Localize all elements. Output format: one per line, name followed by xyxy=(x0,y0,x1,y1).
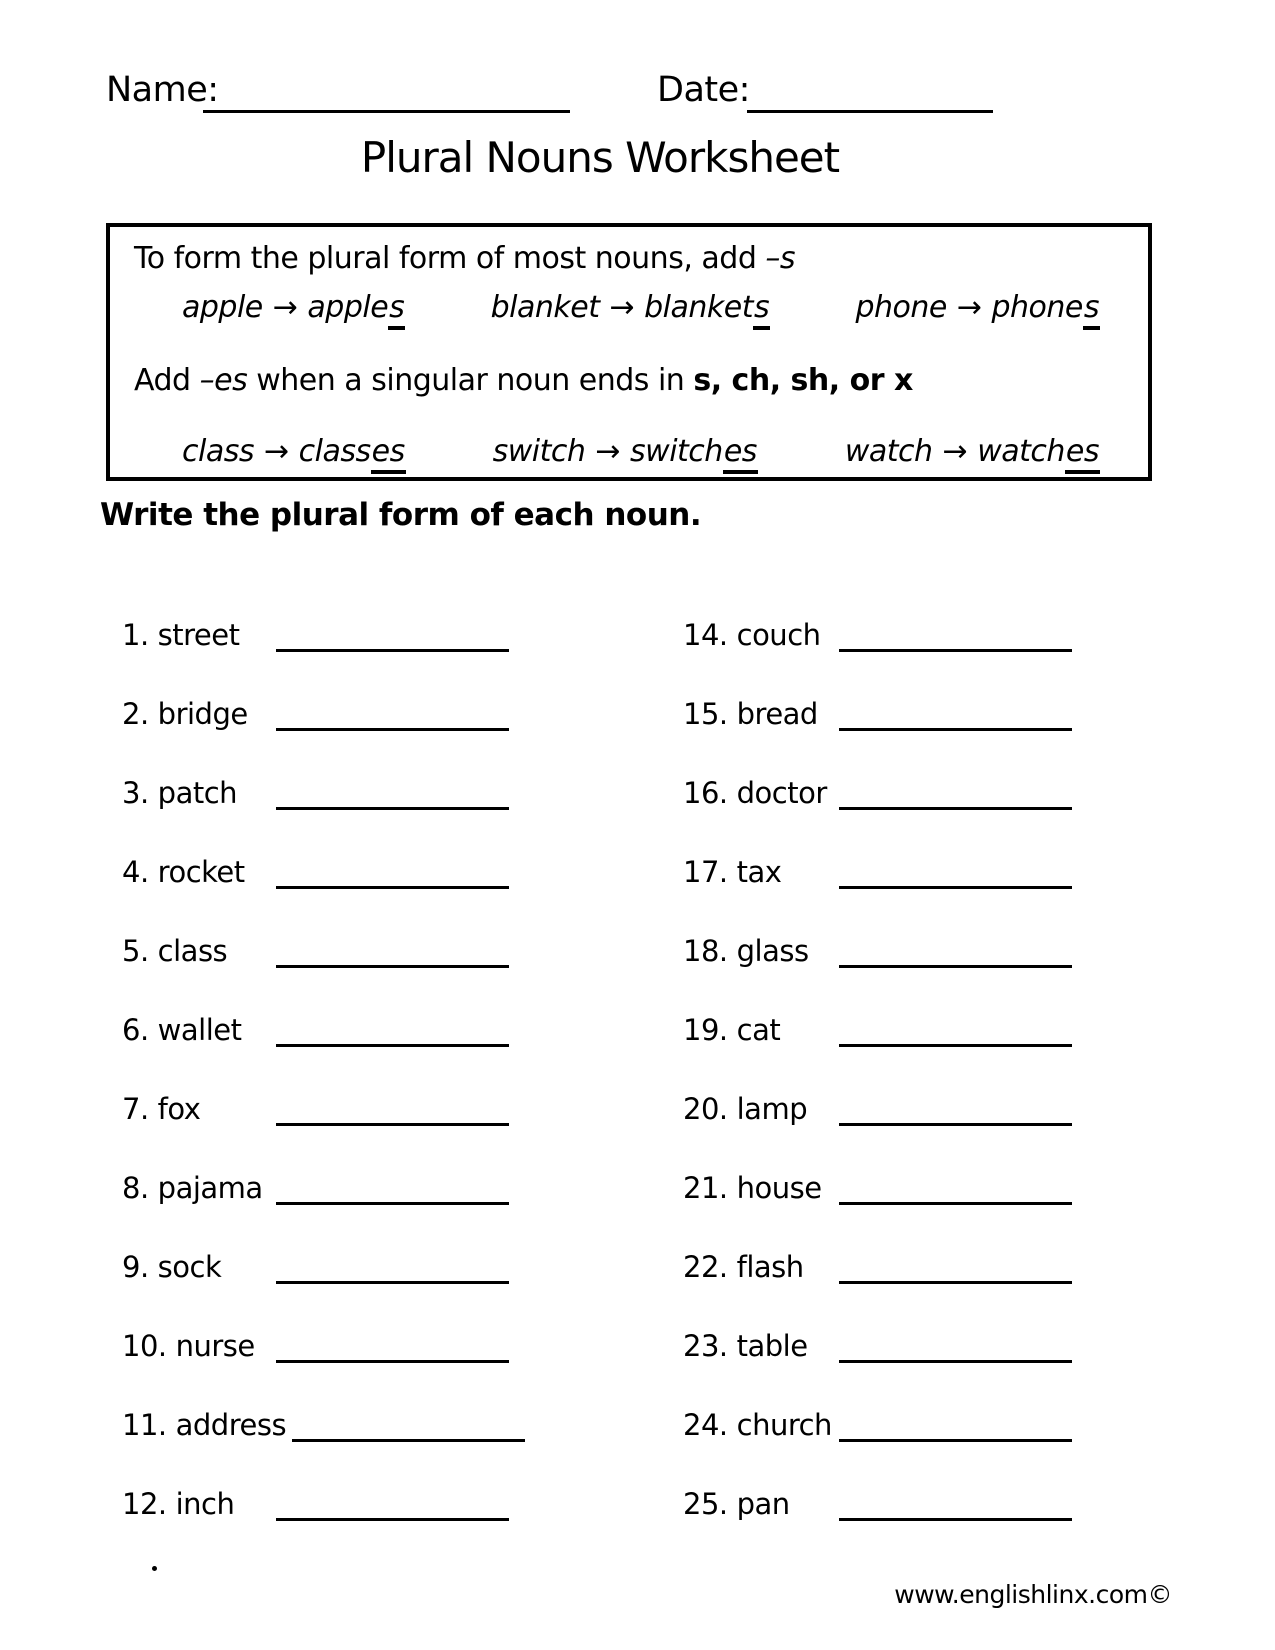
worksheet-item xyxy=(683,573,1153,652)
items-column-right xyxy=(683,573,1153,1521)
item-word: lamp xyxy=(736,1092,808,1126)
answer-blank[interactable] xyxy=(276,692,509,731)
answer-blank[interactable] xyxy=(839,692,1072,731)
example-plural-suffix: s xyxy=(1083,290,1100,330)
worksheet-item xyxy=(122,1442,592,1521)
item-word: class xyxy=(157,934,228,968)
name-entry-line[interactable] xyxy=(203,76,570,113)
worksheet-item xyxy=(122,968,592,1047)
example-plural-base: class xyxy=(298,434,371,469)
item-word: doctor xyxy=(736,776,827,810)
items-column-left xyxy=(122,573,592,1521)
example-plural-base: blanket xyxy=(644,290,753,325)
date-label: Date: xyxy=(657,70,750,110)
example-pair xyxy=(493,434,758,469)
item-word: table xyxy=(736,1329,808,1363)
item-number: 6. xyxy=(122,1013,149,1047)
worksheet-item xyxy=(122,810,592,889)
arrow-icon: → xyxy=(956,290,982,325)
example-singular: watch xyxy=(844,434,933,469)
arrow-icon: → xyxy=(272,290,298,325)
example-pair xyxy=(845,434,1100,469)
item-word: pan xyxy=(736,1487,790,1521)
footer-website: www.englishlinx.com© xyxy=(894,1580,1172,1609)
arrow-icon: → xyxy=(595,434,621,469)
item-word: glass xyxy=(736,934,809,968)
item-number: 10. xyxy=(122,1329,167,1363)
item-word: patch xyxy=(157,776,238,810)
item-number: 8. xyxy=(122,1171,149,1205)
worksheet-item xyxy=(683,1047,1153,1126)
answer-blank[interactable] xyxy=(292,1403,525,1442)
item-word: house xyxy=(736,1171,822,1205)
arrow-icon: → xyxy=(263,434,289,469)
item-number: 15. xyxy=(683,697,728,731)
rule-2-endings: s, ch, sh, or x xyxy=(693,363,913,398)
worksheet-item xyxy=(683,810,1153,889)
item-number: 12. xyxy=(122,1487,167,1521)
item-word: cat xyxy=(736,1013,781,1047)
item-word: church xyxy=(736,1408,832,1442)
worksheet-item xyxy=(122,1205,592,1284)
arrow-icon: → xyxy=(609,290,635,325)
worksheet-item xyxy=(122,1126,592,1205)
answer-blank[interactable] xyxy=(839,1166,1072,1205)
item-word: bridge xyxy=(157,697,248,731)
worksheet-item xyxy=(122,731,592,810)
worksheet-item xyxy=(683,968,1153,1047)
item-number: 24. xyxy=(683,1408,728,1442)
example-plural-suffix: es xyxy=(371,434,406,474)
rule-1-suffix-marker: –s xyxy=(765,241,796,276)
stray-scan-mark xyxy=(152,1566,157,1571)
answer-blank[interactable] xyxy=(839,1482,1072,1521)
example-plural-base: switch xyxy=(630,434,723,469)
worksheet-item xyxy=(122,652,592,731)
worksheet-item xyxy=(683,731,1153,810)
item-word: street xyxy=(157,618,240,652)
name-label: Name: xyxy=(106,70,219,110)
answer-blank[interactable] xyxy=(276,1087,509,1126)
worksheet-item xyxy=(683,652,1153,731)
example-pair xyxy=(182,434,406,469)
item-number: 1. xyxy=(122,618,149,652)
example-pair xyxy=(855,290,1100,325)
worksheet-item xyxy=(122,889,592,968)
answer-blank[interactable] xyxy=(276,613,509,652)
page-title: Plural Nouns Worksheet xyxy=(360,133,840,182)
item-word: tax xyxy=(736,855,782,889)
date-entry-line[interactable] xyxy=(747,76,993,113)
answer-blank[interactable] xyxy=(839,1087,1072,1126)
answer-blank[interactable] xyxy=(839,850,1072,889)
answer-blank[interactable] xyxy=(839,1403,1072,1442)
item-word: sock xyxy=(157,1250,222,1284)
item-number: 25. xyxy=(683,1487,728,1521)
rules-box xyxy=(106,223,1152,481)
item-number: 20. xyxy=(683,1092,728,1126)
item-number: 11. xyxy=(122,1408,167,1442)
item-word: rocket xyxy=(157,855,245,889)
example-plural-base: watch xyxy=(977,434,1065,469)
answer-blank[interactable] xyxy=(276,1245,509,1284)
example-pair xyxy=(491,290,771,325)
example-singular: apple xyxy=(182,290,263,325)
rule-2-examples xyxy=(182,434,1100,469)
rule-1-examples xyxy=(182,290,1100,325)
item-number: 18. xyxy=(683,934,728,968)
worksheet-item xyxy=(683,889,1153,968)
item-number: 17. xyxy=(683,855,728,889)
example-plural-suffix: es xyxy=(723,434,758,474)
item-number: 5. xyxy=(122,934,149,968)
item-number: 3. xyxy=(122,776,149,810)
answer-blank[interactable] xyxy=(276,1324,509,1363)
item-word: inch xyxy=(175,1487,235,1521)
arrow-icon: → xyxy=(942,434,968,469)
example-singular: blanket xyxy=(490,290,600,325)
answer-blank[interactable] xyxy=(276,929,509,968)
item-number: 9. xyxy=(122,1250,149,1284)
rule-2-prefix: Add xyxy=(134,363,200,398)
item-word: flash xyxy=(736,1250,804,1284)
answer-blank[interactable] xyxy=(839,771,1072,810)
rule-1-text xyxy=(134,241,1114,276)
item-number: 23. xyxy=(683,1329,728,1363)
example-plural-suffix: es xyxy=(1065,434,1100,474)
example-plural-base: apple xyxy=(307,290,389,325)
example-plural-suffix: s xyxy=(388,290,405,330)
worksheet-item xyxy=(122,573,592,652)
item-word: couch xyxy=(736,618,821,652)
rule-2-middle: when a singular noun ends in xyxy=(247,363,694,398)
item-number: 21. xyxy=(683,1171,728,1205)
item-number: 19. xyxy=(683,1013,728,1047)
answer-blank[interactable] xyxy=(276,1008,509,1047)
answer-blank[interactable] xyxy=(276,1166,509,1205)
answer-blank[interactable] xyxy=(839,1008,1072,1047)
item-number: 2. xyxy=(122,697,149,731)
item-word: pajama xyxy=(157,1171,263,1205)
example-singular: class xyxy=(182,434,254,469)
item-word: bread xyxy=(736,697,818,731)
rule-2-suffix-marker: –es xyxy=(199,363,248,398)
answer-blank[interactable] xyxy=(276,850,509,889)
example-plural-base: phone xyxy=(991,290,1083,325)
item-number: 14. xyxy=(683,618,728,652)
worksheet-item xyxy=(683,1205,1153,1284)
answer-blank[interactable] xyxy=(839,1245,1072,1284)
example-pair xyxy=(182,290,405,325)
worksheet-item xyxy=(683,1284,1153,1363)
answer-blank[interactable] xyxy=(839,613,1072,652)
worksheet-item xyxy=(683,1126,1153,1205)
example-singular: switch xyxy=(492,434,586,469)
worksheet-item xyxy=(683,1363,1153,1442)
item-number: 7. xyxy=(122,1092,149,1126)
item-number: 22. xyxy=(683,1250,728,1284)
answer-blank[interactable] xyxy=(276,1482,509,1521)
item-word: address xyxy=(175,1408,287,1442)
item-word: nurse xyxy=(175,1329,255,1363)
item-number: 16. xyxy=(683,776,728,810)
worksheet-item xyxy=(122,1047,592,1126)
instruction-heading: Write the plural form of each noun. xyxy=(100,497,702,533)
worksheet-item xyxy=(122,1284,592,1363)
example-singular: phone xyxy=(855,290,947,325)
rule-2-text xyxy=(134,363,1114,398)
answer-blank[interactable] xyxy=(839,929,1072,968)
example-plural-suffix: s xyxy=(753,290,770,330)
item-number: 4. xyxy=(122,855,149,889)
rule-1-prefix: To form the plural form of most nouns, add xyxy=(134,241,766,276)
answer-blank[interactable] xyxy=(839,1324,1072,1363)
worksheet-item xyxy=(122,1363,592,1442)
worksheet-item xyxy=(683,1442,1153,1521)
item-word: fox xyxy=(157,1092,201,1126)
item-word: wallet xyxy=(157,1013,242,1047)
answer-blank[interactable] xyxy=(276,771,509,810)
